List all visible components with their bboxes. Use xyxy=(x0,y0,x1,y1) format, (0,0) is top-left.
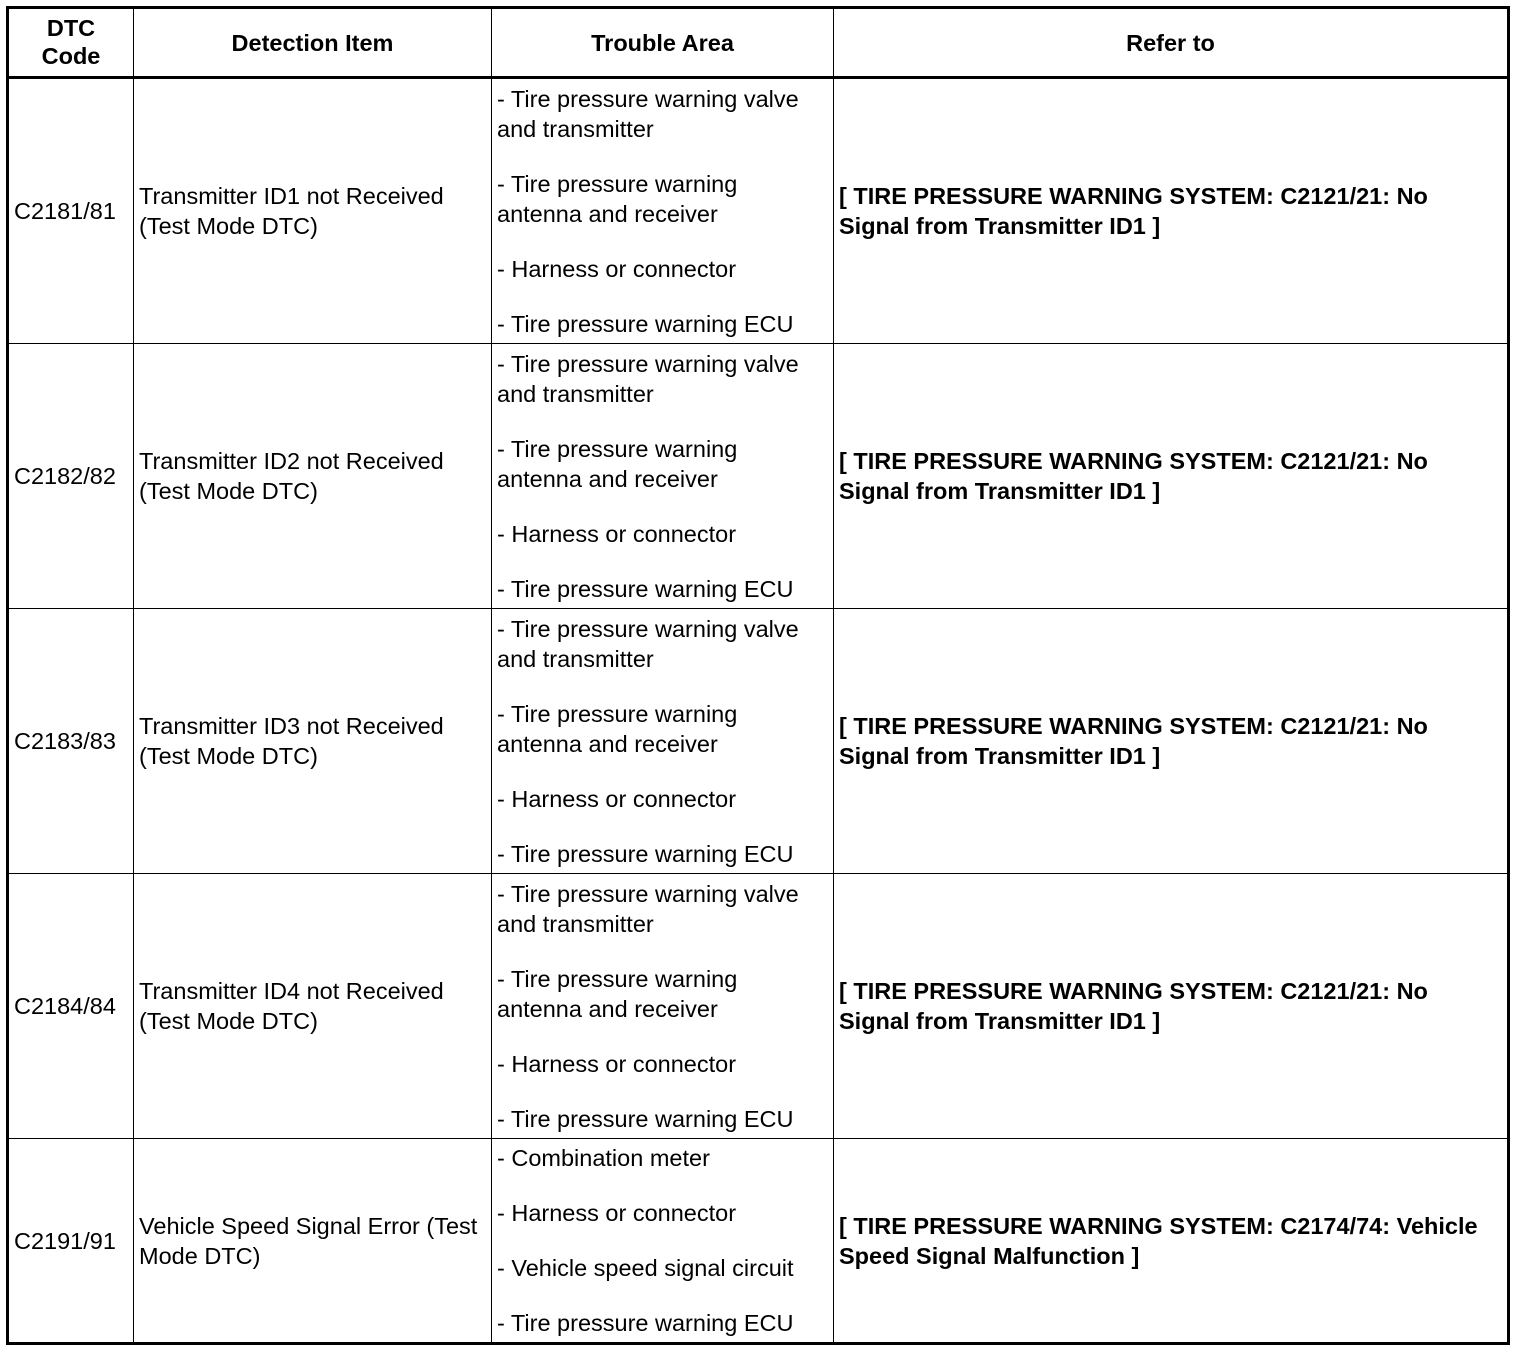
table-row xyxy=(8,344,1509,609)
trouble-area-item: - Tire pressure warning antenna and receiver xyxy=(497,435,738,492)
detection-item-cell: Vehicle Speed Signal Error (Test Mode DTC) xyxy=(134,1139,492,1344)
refer-to-link[interactable]: [ TIRE PRESSURE WARNING SYSTEM: C2174/74: Vehicle Speed Signal Malfunction ] xyxy=(834,1139,1509,1344)
trouble-area-item: - Harness or connector xyxy=(497,520,737,547)
refer-to-link[interactable]: [ TIRE PRESSURE WARNING SYSTEM: C2121/21: No Signal from Transmitter ID1 ] xyxy=(834,609,1509,874)
header-refer-to: Refer to xyxy=(834,8,1509,78)
trouble-area-cell xyxy=(492,78,834,344)
trouble-area-cell xyxy=(492,609,834,874)
trouble-area-item: - Tire pressure warning ECU xyxy=(497,310,794,337)
dtc-code-cell: C2183/83 xyxy=(8,609,134,874)
trouble-area-item: - Harness or connector xyxy=(497,1200,737,1226)
refer-to-link[interactable]: [ TIRE PRESSURE WARNING SYSTEM: C2121/21: No Signal from Transmitter ID1 ] xyxy=(834,874,1509,1139)
detection-item-cell: Transmitter ID3 not Received (Test Mode DTC) xyxy=(134,609,492,874)
table-body xyxy=(8,78,1509,1344)
trouble-area-item: - Harness or connector xyxy=(497,255,737,282)
trouble-area-item: - Tire pressure warning ECU xyxy=(497,575,794,602)
dtc-code-cell: C2181/81 xyxy=(8,78,134,344)
table-row xyxy=(8,1139,1509,1344)
trouble-area-item: - Combination meter xyxy=(497,1145,710,1171)
detection-item-cell: Transmitter ID4 not Received (Test Mode DTC) xyxy=(134,874,492,1139)
dtc-table xyxy=(6,6,1510,1345)
table-row xyxy=(8,78,1509,344)
trouble-area-item: - Tire pressure warning ECU xyxy=(497,1310,794,1336)
detection-item-cell: Transmitter ID2 not Received (Test Mode DTC) xyxy=(134,344,492,609)
trouble-area-cell xyxy=(492,874,834,1139)
dtc-code-cell: C2191/91 xyxy=(8,1139,134,1344)
header-dtc-code-label: DTC Code xyxy=(41,15,101,69)
trouble-area-item: - Vehicle speed signal circuit xyxy=(497,1255,794,1281)
trouble-area-item: - Tire pressure warning valve and transmitter xyxy=(497,85,799,142)
refer-to-link[interactable]: [ TIRE PRESSURE WARNING SYSTEM: C2121/21: No Signal from Transmitter ID1 ] xyxy=(834,78,1509,344)
trouble-area-item: - Tire pressure warning antenna and receiver xyxy=(497,700,738,757)
refer-to-link[interactable]: [ TIRE PRESSURE WARNING SYSTEM: C2121/21: No Signal from Transmitter ID1 ] xyxy=(834,344,1509,609)
dtc-code-cell: C2182/82 xyxy=(8,344,134,609)
header-trouble-area: Trouble Area xyxy=(492,8,834,78)
trouble-area-item: - Tire pressure warning ECU xyxy=(497,840,794,867)
table-row xyxy=(8,609,1509,874)
trouble-area-item: - Tire pressure warning valve and transmitter xyxy=(497,880,799,937)
detection-item-cell: Transmitter ID1 not Received (Test Mode DTC) xyxy=(134,78,492,344)
table-row xyxy=(8,874,1509,1139)
dtc-code-cell: C2184/84 xyxy=(8,874,134,1139)
trouble-area-item: - Tire pressure warning valve and transmitter xyxy=(497,350,799,407)
trouble-area-item: - Tire pressure warning valve and transmitter xyxy=(497,615,799,672)
table-header xyxy=(8,8,1509,78)
trouble-area-item: - Tire pressure warning antenna and receiver xyxy=(497,170,738,227)
trouble-area-item: - Tire pressure warning ECU xyxy=(497,1105,794,1132)
trouble-area-item: - Harness or connector xyxy=(497,1050,737,1077)
header-dtc-code xyxy=(8,8,134,78)
trouble-area-item: - Tire pressure warning antenna and receiver xyxy=(497,965,738,1022)
header-detection-item: Detection Item xyxy=(134,8,492,78)
trouble-area-item: - Harness or connector xyxy=(497,785,737,812)
trouble-area-cell xyxy=(492,344,834,609)
trouble-area-cell xyxy=(492,1139,834,1344)
header-row xyxy=(8,8,1509,78)
